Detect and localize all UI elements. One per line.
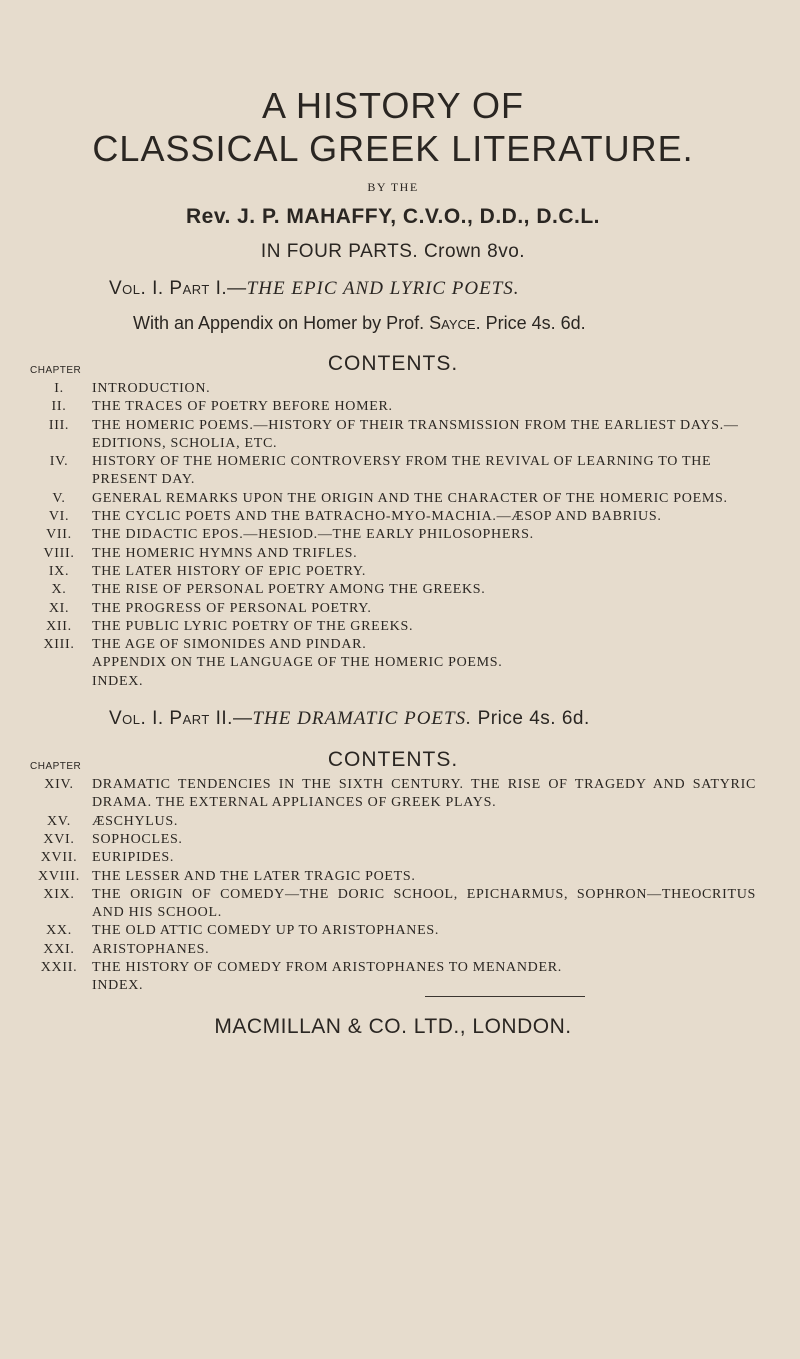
chapter-row (30, 526, 756, 544)
chapter-number: XVI. (43, 831, 75, 847)
chapter-number: III. (48, 417, 70, 433)
chapter-number: VI. (48, 509, 70, 525)
chapter-row (30, 849, 756, 867)
chapter-title: INDEX. (92, 978, 144, 994)
chapter-row (30, 453, 756, 490)
chapter-title: ARISTOPHANES. (92, 941, 210, 957)
chapter-title: INTRODUCTION. (92, 381, 211, 396)
chapter-row (30, 831, 756, 849)
chapter-number (30, 673, 90, 691)
chapter-number: XVII. (40, 850, 78, 866)
chapter-title: THE HOMERIC HYMNS AND TRIFLES. (92, 545, 358, 561)
divider-rule (425, 996, 585, 997)
chapter-row (30, 636, 756, 654)
chapter-row (30, 398, 756, 416)
chapter-title: APPENDIX ON THE LANGUAGE OF THE HOMERIC POEMS. (92, 655, 503, 671)
byline: BY THE (367, 180, 419, 194)
chapter-title: THE LATER HISTORY OF EPIC POETRY. (92, 563, 367, 579)
chapter-title: THE RISE OF PERSONAL POETRY AMONG THE GREEKS. (92, 582, 486, 598)
chapter-row (30, 922, 756, 940)
appendix-name: Sayce (429, 313, 476, 333)
chapter-title: ÆSCHYLUS. (92, 813, 179, 829)
vol2-title: THE DRAMATIC POETS. (252, 708, 472, 730)
chapter-row (30, 545, 756, 563)
chapter-title: THE OLD ATTIC COMEDY UP TO ARISTOPHANES. (92, 923, 440, 939)
chapter-title: DRAMATIC TENDENCIES IN THE SIXTH CENTURY. THE RISE OF TRAGEDY AND SATYRIC DRAMA. THE EXTERNAL APPLIANCES OF GREEK PLAYS. (92, 777, 756, 811)
chapter-row (30, 673, 756, 691)
chapter-row (30, 868, 756, 886)
chapter-title: THE PROGRESS OF PERSONAL POETRY. (92, 600, 372, 616)
chapter-title: HISTORY OF THE HOMERIC CONTROVERSY FROM THE REVIVAL OF LEARNING TO THE PRESENT DAY. (92, 454, 712, 488)
chapter-row (30, 977, 756, 995)
chapter-label: CHAPTER (30, 365, 82, 376)
chapter-row (30, 417, 756, 454)
vol2-chapter-list (30, 776, 756, 996)
chapter-title: THE ORIGIN OF COMEDY—THE DORIC SCHOOL, EPICHARMUS, SOPHRON—THEOCRITUS AND HIS SCHOOL. (92, 886, 756, 921)
chapter-row (30, 600, 756, 618)
chapter-row (30, 776, 756, 813)
chapter-number: V. (52, 490, 66, 506)
chapter-row (30, 508, 756, 526)
chapter-row (30, 490, 756, 508)
vol1-contents-heading (30, 352, 756, 378)
chapter-number: XIII. (43, 637, 75, 653)
chapter-title: THE HISTORY OF COMEDY FROM ARISTOPHANES TO MENANDER. (92, 960, 562, 976)
chapter-number: XII. (46, 618, 72, 634)
chapter-title: GENERAL REMARKS UPON THE ORIGIN AND THE CHARACTER OF THE HOMERIC POEMS. (92, 490, 728, 506)
appendix-pre: With an Appendix on Homer by Prof. (133, 313, 430, 333)
chapter-title: INDEX. (92, 673, 144, 689)
contents-title: CONTENTS. (327, 748, 459, 772)
chapter-number: XIV. (44, 777, 74, 793)
chapter-number: VII. (46, 527, 72, 543)
appendix-post: . Price 4s. 6d. (475, 313, 586, 333)
vol2-contents-heading (30, 748, 756, 774)
chapter-number: XVIII. (38, 868, 80, 884)
title-line-2: CLASSICAL GREEK LITERATURE. (92, 128, 694, 169)
chapter-row (30, 563, 756, 581)
chapter-title: EURIPIDES. (92, 850, 175, 866)
chapter-title: THE PUBLIC LYRIC POETRY OF THE GREEKS. (92, 618, 414, 634)
publisher: MACMILLAN & CO. LTD., LONDON. (214, 1014, 572, 1038)
chapter-title: THE DIDACTIC EPOS.—HESIOD.—THE EARLY PHILOSOPHERS. (92, 527, 534, 543)
chapter-row (30, 618, 756, 636)
chapter-title: THE LESSER AND THE LATER TRAGIC POETS. (92, 868, 416, 884)
chapter-number: XXII. (40, 960, 78, 976)
chapter-title: THE CYCLIC POETS AND THE BATRACHO-MYO-MACHIA.—ÆSOP AND BABRIUS. (92, 509, 662, 525)
chapter-title: THE HOMERIC POEMS.—HISTORY OF THEIR TRANSMISSION FROM THE EARLIEST DAYS.—EDITIONS, SCHOLIA, ETC. (92, 417, 739, 451)
chapter-row (30, 813, 756, 831)
vol1-chapter-list (30, 380, 756, 691)
vol1-heading (109, 278, 756, 300)
chapter-number: II. (51, 399, 67, 415)
chapter-number: VIII. (43, 545, 75, 561)
chapter-title: THE AGE OF SIMONIDES AND PINDAR. (92, 637, 367, 653)
chapter-number: XXI. (43, 941, 75, 957)
chapter-title: SOPHOCLES. (92, 831, 183, 847)
chapter-label: CHAPTER (30, 761, 82, 773)
chapter-number (30, 654, 90, 672)
chapter-row (30, 941, 756, 959)
chapter-number: IV. (49, 454, 69, 470)
edition-info: IN FOUR PARTS. Crown 8vo. (260, 241, 526, 262)
chapter-number: X. (51, 582, 67, 598)
chapter-title: THE TRACES OF POETRY BEFORE HOMER. (92, 399, 393, 415)
vol1-title: THE EPIC AND LYRIC POETS. (246, 278, 520, 299)
chapter-row (30, 581, 756, 599)
title-line-1: A HISTORY OF (261, 85, 525, 126)
chapter-number: IX. (48, 563, 70, 579)
chapter-row (30, 654, 756, 672)
vol2-price: Price 4s. 6d. (471, 708, 590, 730)
chapter-number: I. (54, 381, 64, 396)
vol1-appendix-note (133, 313, 756, 334)
vol1-prefix: Vol. I. Part I.— (109, 278, 247, 299)
vol2-heading (109, 708, 756, 730)
chapter-number (30, 977, 90, 995)
chapter-number: XX. (46, 923, 72, 939)
chapter-number: XI. (48, 600, 70, 616)
author: Rev. J. P. MAHAFFY, C.V.O., D.D., D.C.L. (185, 205, 601, 228)
contents-title: CONTENTS. (327, 352, 459, 375)
vol2-prefix: Vol. I. Part II.— (109, 708, 253, 730)
chapter-number: XIX. (43, 886, 75, 902)
chapter-row (30, 886, 756, 923)
chapter-row (30, 380, 756, 398)
chapter-row (30, 959, 756, 977)
chapter-number: XV. (46, 813, 72, 829)
